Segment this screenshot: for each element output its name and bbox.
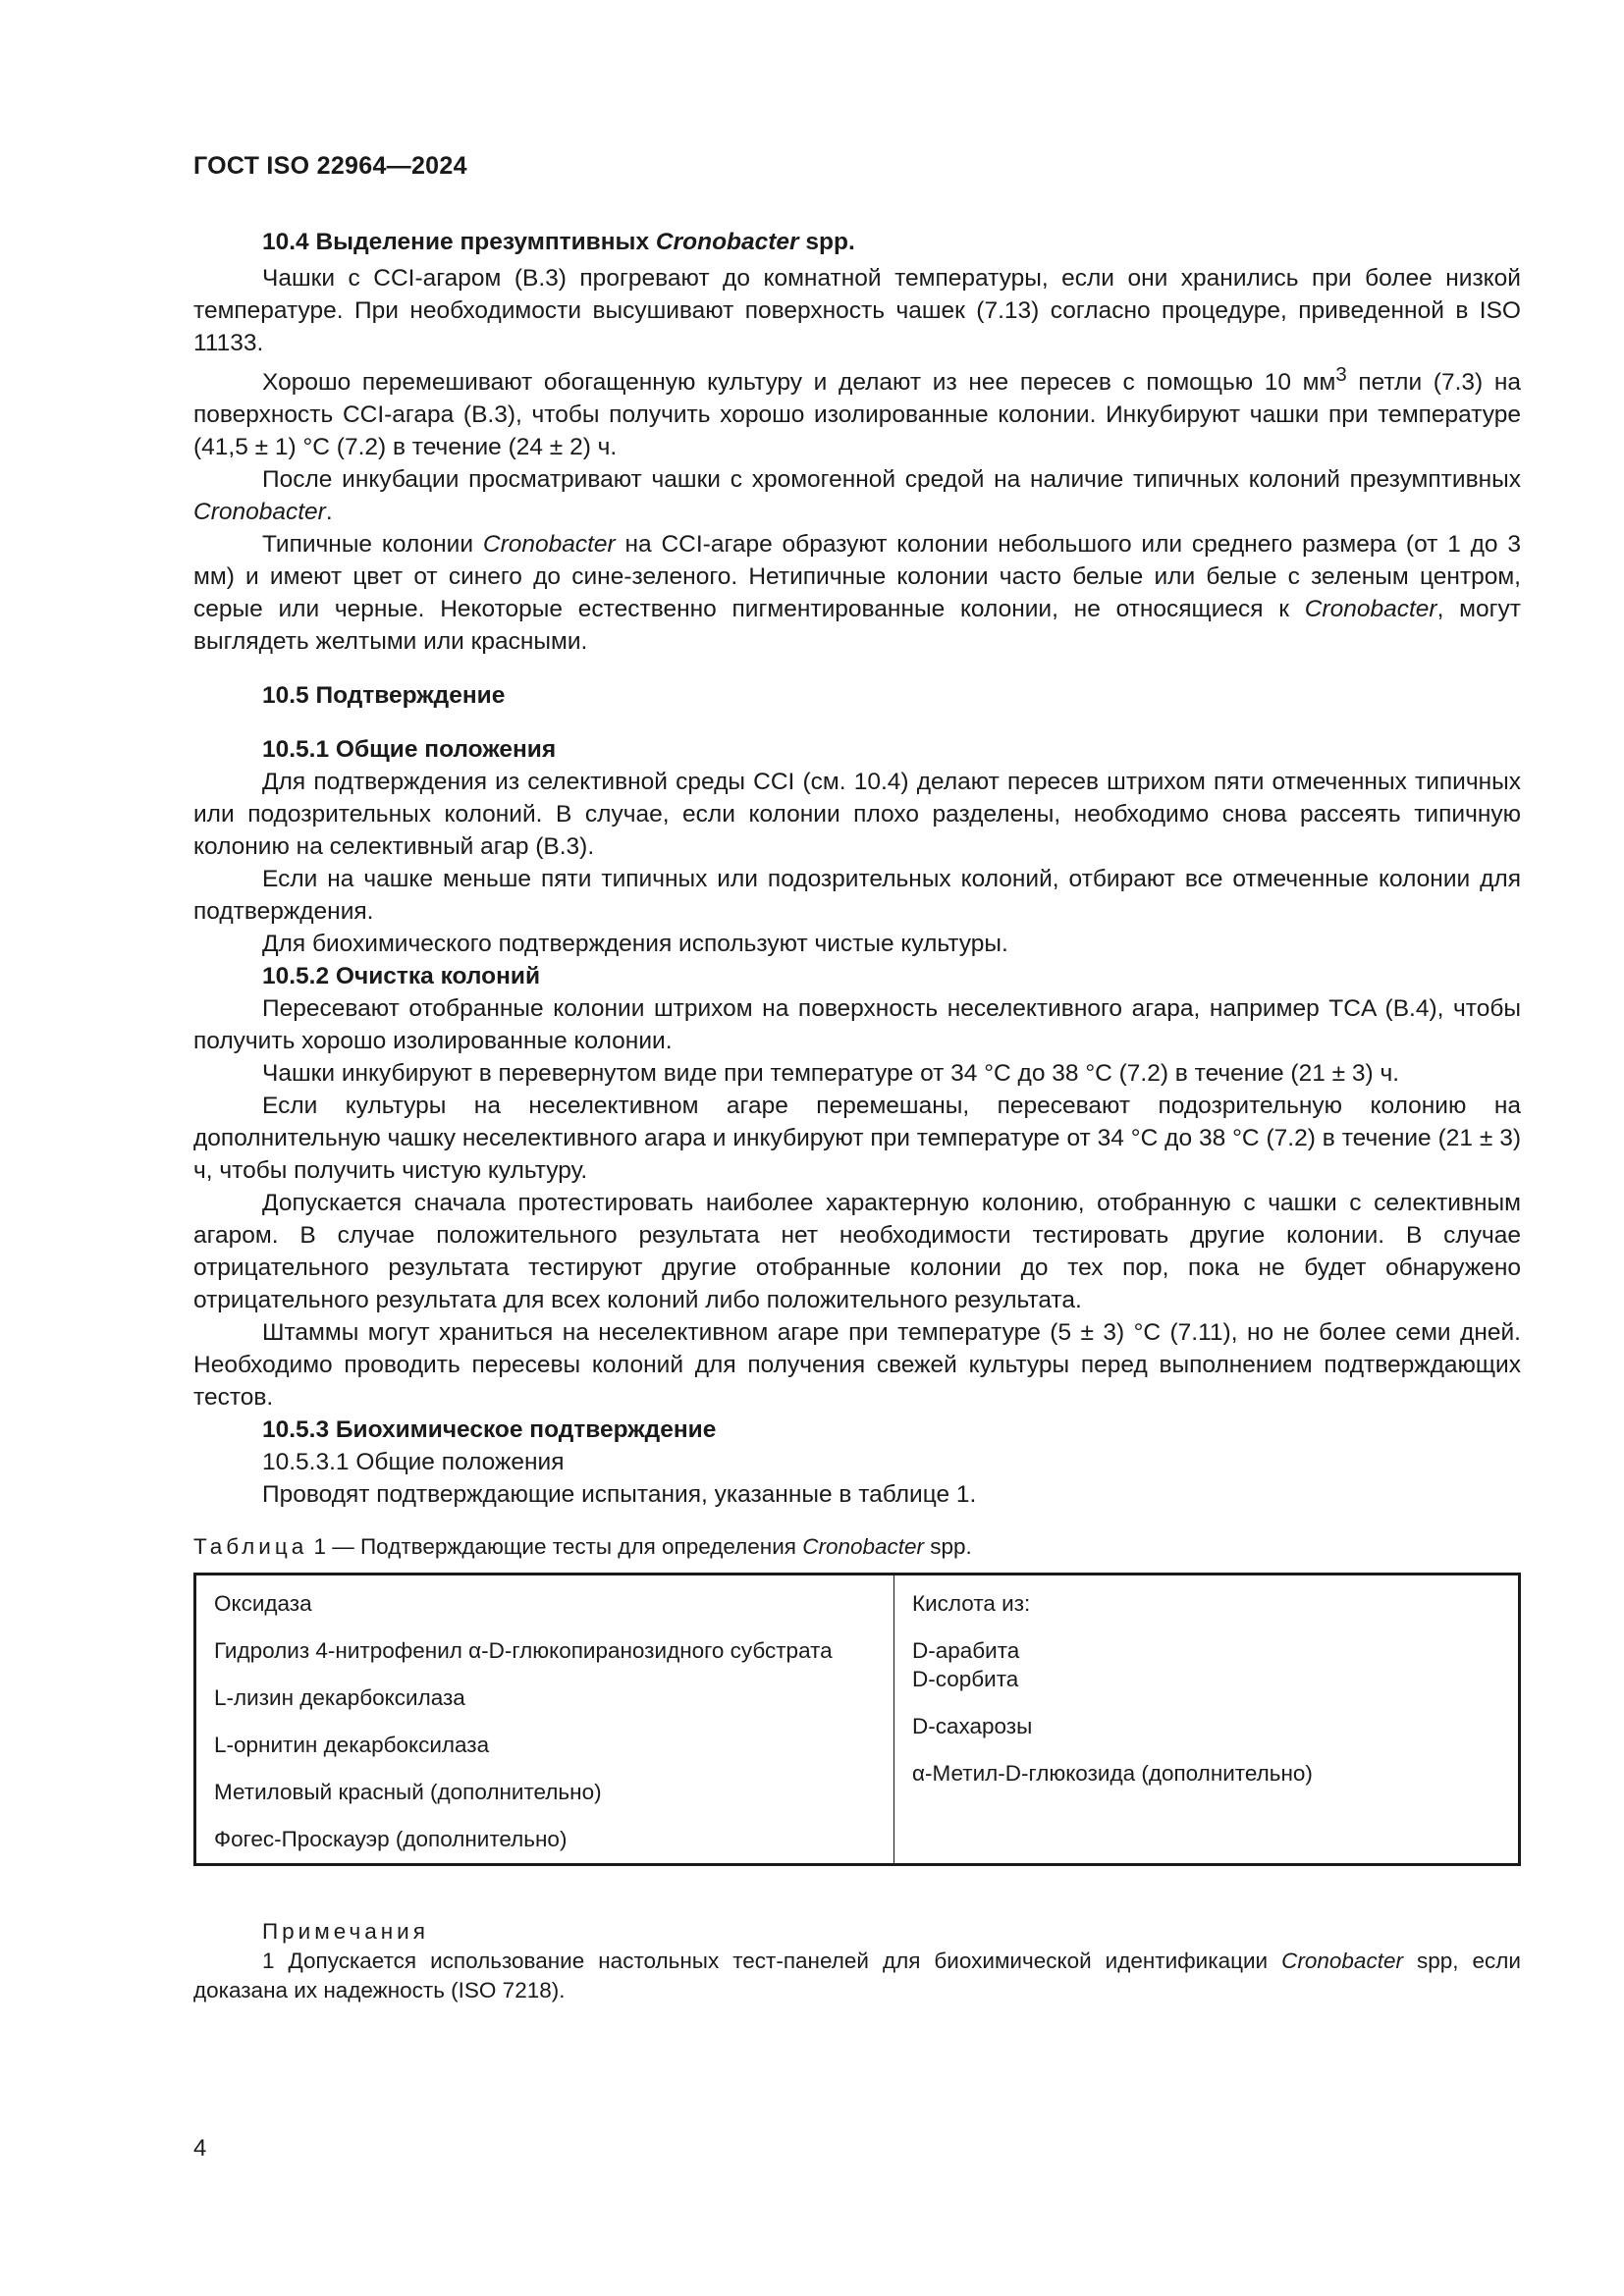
table-right-column [894, 1575, 1520, 1865]
section-heading-10-5: 10.5 Подтверждение [262, 682, 506, 710]
notes-block [193, 1917, 1521, 2005]
paragraph: Типичные колонии Cronobacter на CCI-агаре образуют колонии небольшого или среднего размера (от 1 до 3 мм) и имеют цвет от синего до сине-зеленого. Нетипичные колонии часто белые или белые с зеленым центром, серые или черные. Некоторые естественно пигментированные колонии, не относящиеся к Cronobacter, могут выглядеть желтыми или красными. [193, 531, 1521, 656]
page-content [193, 226, 1521, 2005]
table-cell: Гидролиз 4-нитрофенил α-D-глюкопиранозидного субстрата [214, 1638, 833, 1664]
notes-title: Примечания [262, 1919, 429, 1945]
table-cell: D-сахарозы [912, 1714, 1033, 1739]
paragraph: Штаммы могут храниться на неселективном агаре при температуре (5 ± 3) °С (7.11), но не более семи дней. Необходимо проводить пересевы колоний для получения свежей культуры перед выполнением подтверждающих тестов. [193, 1319, 1521, 1412]
paragraph: Проводят подтверждающие испытания, указанные в таблице 1. [262, 1481, 977, 1509]
paragraph: Хорошо перемешивают обогащенную культуру и делают из нее пересев с помощью 10 $мм^3$ петли (7.3) на поверхность CCI-агара (B.3), чтобы получить хорошо изолированные колонии. Инкубируют чашки при температуре (41,5 ± 1) °С (7.2) в течение (24 ± 2) ч. [193, 364, 1521, 461]
table-cell: Метиловый красный (дополнительно) [214, 1780, 602, 1805]
paragraph: После инкубации просматривают чашки с хромогенной средой на наличие типичных колоний презумптивных Cronobacter. [193, 466, 1521, 526]
table-cell: Оксидаза [214, 1591, 312, 1617]
table-cell [894, 1628, 1518, 1703]
paragraph: Для подтверждения из селективной среды CCI (см. 10.4) делают пересев штрихом пяти отмеченных типичных или подозрительных колоний. В случае, если колонии плохо разделены, необходимо снова рассеять типичную колонию на селективный агар (B.3). [193, 769, 1521, 861]
paragraph: Для биохимического подтверждения используют чистые культуры. [262, 931, 1008, 958]
sub-clause-heading: 10.5.3.1 Общие положения [262, 1449, 565, 1476]
paragraph: Чашки инкубируют в перевернутом виде при температуре от 34 °С до 38 °С (7.2) в течение (21 ± 3) ч. [262, 1060, 1400, 1088]
table-cell: L-лизин декарбоксилаза [214, 1685, 465, 1711]
table-cell: L-орнитин декарбоксилаза [214, 1733, 490, 1758]
paragraph: Пересевают отобранные колонии штрихом на поверхность неселективного агара, например TCA (B.4), чтобы получить хорошо изолированные колонии. [193, 995, 1521, 1055]
subsection-heading-10-5-2: 10.5.2 Очистка колоний [262, 963, 541, 990]
paragraph: Чашки с CCI-агаром (B.3) прогревают до комнатной температуры, если они хранились при более низкой температуре. При необходимости высушивают поверхность чашек (7.13) согласно процедуре, приведенной в ISO 11133. [193, 265, 1521, 356]
table-cell: Фогес-Проскауэр (дополнительно) [214, 1827, 568, 1852]
table-cell-line: D-сорбита [912, 1667, 1019, 1692]
paragraph: Если культуры на неселективном агаре перемешаны, пересевают подозрительную колонию на дополнительную чашку неселективного агара и инкубируют при температуре от 34 °С до 38 °С (7.2) в течение (21 ± 3) ч, чтобы получить чистую культуру. [193, 1093, 1521, 1185]
note-item: 1 Допускается использование настольных тест-панелей для биохимической идентификации Cronobacter spp, если доказана их надежность (ISO 7218). [193, 1949, 1521, 2003]
paragraph: Допускается сначала протестировать наиболее характерную колонию, отобранную с чашки с селективным агаром. В случае положительного результата нет необходимости тестировать другие колонии. В случае отрицательного результата тестируют другие отобранные колонии до тех пор, пока не будет обнаружено отрицательного результата для всех колоний либо положительного результата. [193, 1190, 1521, 1314]
section-heading-10-4: 10.4 Выделение презумптивных Cronobacter spp. [262, 229, 855, 255]
table-cell-line: D-арабита [912, 1638, 1020, 1664]
table-cell: α-Метил-D-глюкозида (дополнительно) [912, 1761, 1313, 1787]
page-number: 4 [193, 2135, 207, 2162]
document-header: ГОСТ ISO 22964—2024 [193, 152, 467, 180]
confirmation-tests-table [193, 1573, 1521, 1866]
paragraph: Если на чашке меньше пяти типичных или подозрительных колоний, отбирают все отмеченные колонии для подтверждения. [193, 866, 1521, 926]
subsection-heading-10-5-3: 10.5.3 Биохимическое подтверждение [262, 1416, 717, 1444]
table-caption: Таблица 1 — Подтверждающие тесты для определения Cronobacter spp. [193, 1534, 972, 1560]
table-cell: Кислота из: [912, 1591, 1031, 1617]
subsection-heading-10-5-1: 10.5.1 Общие положения [262, 736, 557, 764]
table-left-column [195, 1575, 894, 1865]
